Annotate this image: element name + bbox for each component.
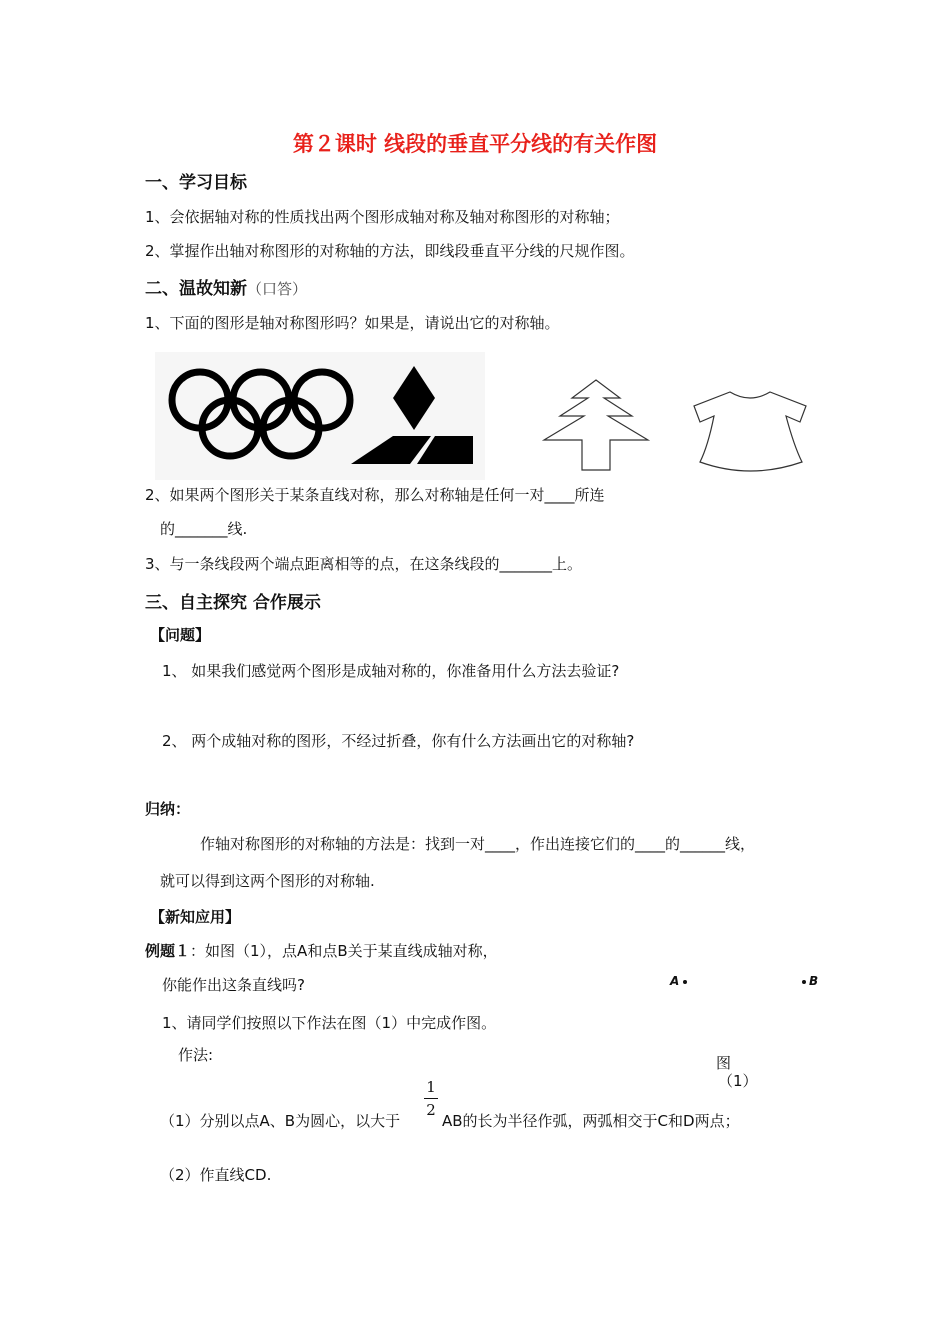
fraction-denominator: 2 (426, 1101, 436, 1119)
problem-tag: 【问题】 (150, 626, 211, 644)
goal-item-2: 2、掌握作出轴对称图形的对称轴的方法，即线段垂直平分线的尺规作图。 (145, 242, 635, 260)
new-knowledge-tag: 【新知应用】 (150, 908, 241, 926)
goal-item-1: 1、会依据轴对称的性质找出两个图形成轴对称及轴对称图形的对称轴； (145, 208, 620, 226)
page-title: 第２课时 线段的垂直平分线的有关作图 (292, 132, 658, 156)
point-a-dot (681, 978, 689, 986)
section2-heading: 二、温故知新 (145, 279, 247, 299)
step-1-suffix: AB的长为半径作弧，两弧相交于C和D两点； (442, 1112, 740, 1130)
review-question-3: 3、与一条线段两个端点距离相等的点，在这条线段的_______上。 (145, 555, 583, 573)
step-intro: 1、请同学们按照以下作法在图（1）中完成作图。 (162, 1014, 497, 1032)
figure-caption-bottom: （1） (718, 1072, 758, 1090)
point-a-label: A (670, 974, 680, 988)
summary-line-1: 作轴对称图形的对称轴的方法是：找到一对____，作出连接它们的____的______线， (200, 835, 756, 853)
summary-line-2: 就可以得到这两个图形的对称轴. (160, 872, 375, 890)
fraction-half (424, 1078, 438, 1119)
section2-note: （口答） (247, 280, 308, 298)
step-1-prefix: （1）分别以点A、B为圆心，以大于 (160, 1112, 401, 1130)
problem-2: 2、 两个成轴对称的图形，不经过折叠，你有什么方法画出它的对称轴? (162, 732, 635, 750)
example-label: 例题１ (145, 942, 191, 960)
example-1-line2: 你能作出这条直线吗? (162, 976, 305, 994)
example-1-line1 (145, 940, 498, 961)
step-2: （2）作直线CD. (160, 1166, 272, 1184)
figure-caption-top: 图 (716, 1054, 732, 1072)
review-question-2-line1: 2、如果两个图形关于某条直线对称，那么对称轴是任何一对____所连 (145, 486, 605, 504)
review-question-1: 1、下面的图形是轴对称图形吗？如果是，请说出它的对称轴。 (145, 314, 560, 332)
dress-outline-icon (690, 388, 810, 474)
point-b-label: B (809, 974, 819, 988)
example-text: ：如图（1），点A和点B关于某直线成轴对称， (190, 942, 498, 960)
section1-heading: 一、学习目标 (145, 173, 247, 193)
review-question-2-line2: 的_______线. (160, 520, 248, 538)
tree-outline-icon (540, 378, 652, 474)
point-b-dot (800, 978, 808, 986)
summary-label: 归纳： (145, 800, 191, 818)
section2-heading-line (145, 274, 307, 299)
symbol-images-panel (155, 352, 485, 480)
section3-heading: 三、自主探究 合作展示 (145, 593, 321, 613)
problem-1: 1、 如果我们感觉两个图形是成轴对称的，你准备用什么方法去验证? (162, 662, 620, 680)
fraction-numerator: 1 (426, 1078, 436, 1096)
method-label: 作法: (178, 1046, 214, 1064)
fraction-bar (424, 1098, 438, 1099)
